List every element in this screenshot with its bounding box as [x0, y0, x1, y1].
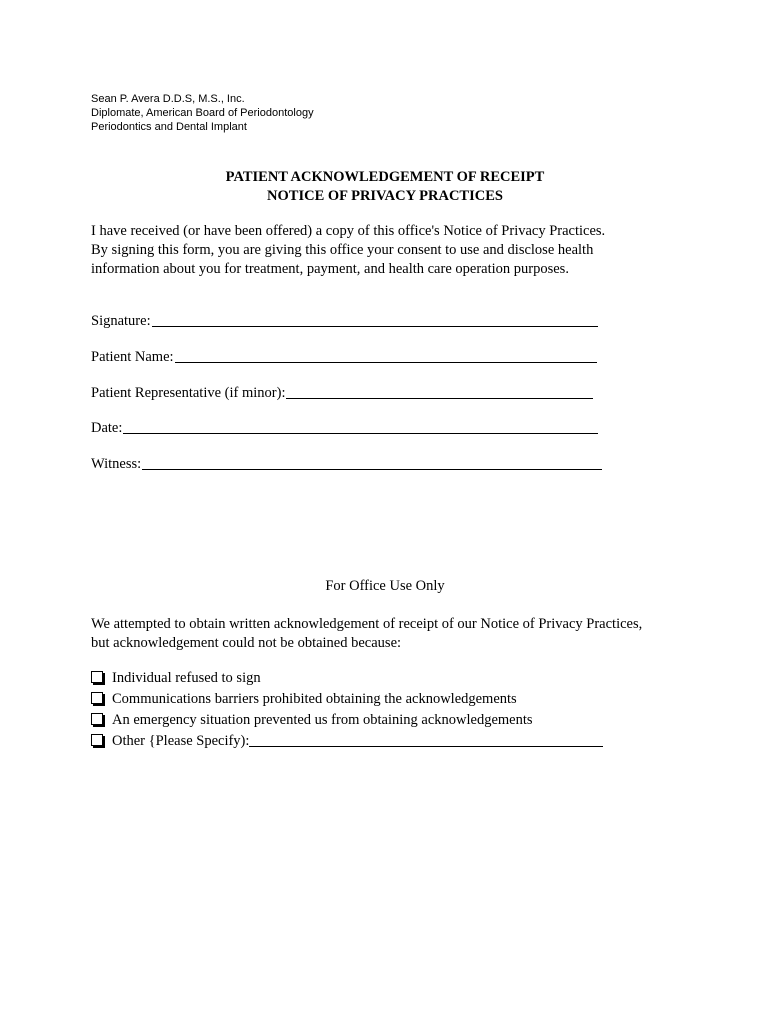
checkbox-icon[interactable]: [91, 692, 103, 704]
patient-name-label: Patient Name:: [91, 349, 174, 365]
list-item[interactable]: [91, 691, 603, 712]
title-line-2: NOTICE OF PRIVACY PRACTICES: [267, 188, 503, 204]
list-item[interactable]: [91, 733, 603, 754]
patient-name-line[interactable]: [175, 361, 597, 363]
date-line[interactable]: [123, 432, 598, 434]
reason-checklist: [91, 670, 603, 754]
date-field[interactable]: [91, 420, 598, 437]
option-label: Communications barriers prohibited obtaining the acknowledgements: [112, 691, 517, 707]
list-item[interactable]: [91, 670, 603, 691]
office-use-text: [91, 615, 642, 653]
representative-line[interactable]: [286, 397, 593, 399]
intro-line-1: I have received (or have been offered) a copy of this office's Notice of Privacy Practices.: [91, 223, 606, 239]
letterhead-name: Sean P. Avera D.D.S, M.S., Inc.: [91, 93, 245, 105]
title-line-1: PATIENT ACKNOWLEDGEMENT OF RECEIPT: [225, 169, 545, 185]
patient-name-field[interactable]: [91, 349, 597, 366]
representative-field[interactable]: [91, 385, 593, 402]
intro-paragraph: [91, 222, 651, 279]
intro-line-3: information about you for treatment, payment, and health care operation purposes.: [91, 261, 569, 277]
office-text-line-2: but acknowledgement could not be obtained because:: [91, 635, 402, 651]
intro-line-2: By signing this form, you are giving this office your consent to use and disclose health: [91, 242, 594, 258]
checkbox-icon[interactable]: [91, 713, 103, 725]
document-title: [0, 168, 770, 206]
representative-label: Patient Representative (if minor):: [91, 385, 286, 401]
signature-field[interactable]: [91, 313, 598, 330]
office-text-line-1: We attempted to obtain written acknowledgement of receipt of our Notice of Privacy Practices,: [91, 616, 643, 632]
letterhead-credentials: Diplomate, American Board of Periodontology: [91, 107, 314, 119]
witness-label: Witness:: [91, 456, 142, 472]
witness-field[interactable]: [91, 456, 602, 473]
list-item[interactable]: [91, 712, 603, 733]
signature-line[interactable]: [152, 325, 598, 327]
letterhead: [91, 92, 314, 134]
letterhead-specialty: Periodontics and Dental Implant: [91, 121, 247, 133]
witness-line[interactable]: [142, 468, 602, 470]
option-label: Individual refused to sign: [112, 670, 261, 686]
office-use-heading: For Office Use Only: [325, 578, 445, 594]
other-specify-line[interactable]: [249, 745, 603, 747]
checkbox-icon[interactable]: [91, 734, 103, 746]
option-label: An emergency situation prevented us from obtaining acknowledgements: [112, 712, 533, 728]
signature-label: Signature:: [91, 313, 151, 329]
date-label: Date:: [91, 420, 123, 436]
option-label: Other {Please Specify):: [112, 733, 250, 749]
checkbox-icon[interactable]: [91, 671, 103, 683]
